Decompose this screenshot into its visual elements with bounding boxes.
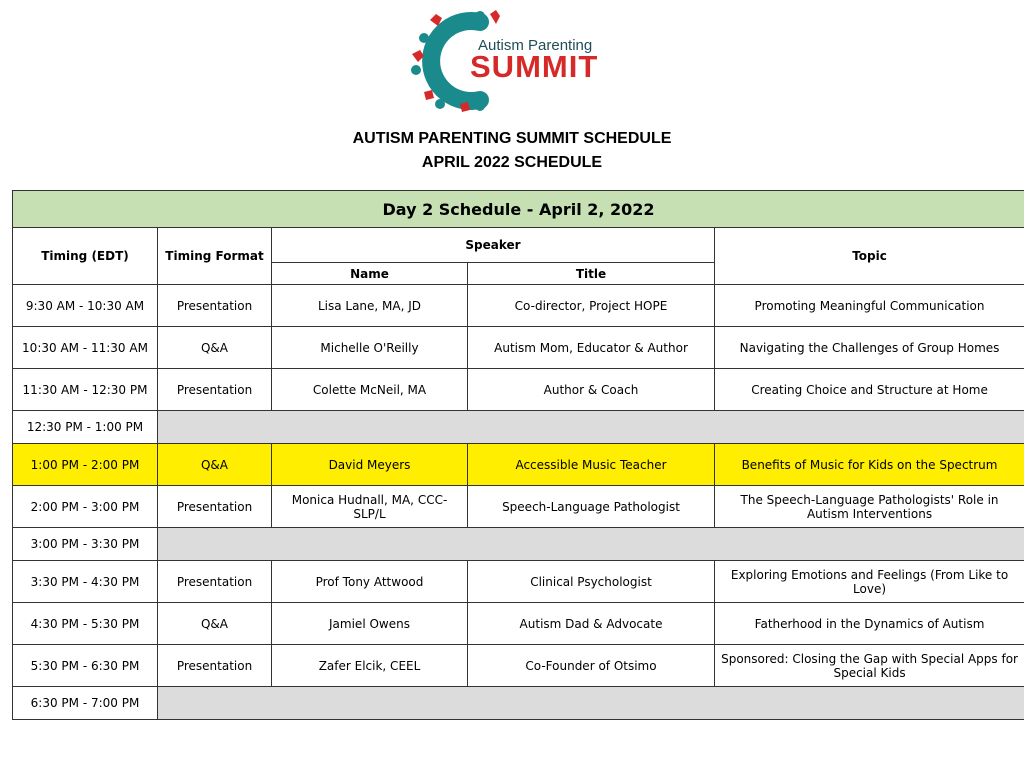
cell-topic: Navigating the Challenges of Group Homes [715, 327, 1024, 369]
break-cell [158, 687, 1024, 720]
schedule-table [12, 190, 1024, 720]
page-subtitle: APRIL 2022 SCHEDULE [421, 154, 603, 171]
table-row [13, 486, 1024, 528]
cell-name: Lisa Lane, MA, JD [272, 285, 468, 327]
page-title: AUTISM PARENTING SUMMIT SCHEDULE [352, 130, 672, 147]
cell-format: Presentation [158, 369, 272, 411]
cell-time: 1:00 PM - 2:00 PM [13, 444, 158, 486]
cell-topic: Sponsored: Closing the Gap with Special Apps for Special Kids [715, 645, 1024, 687]
header-topic: Topic [715, 228, 1024, 285]
cell-format: Q&A [158, 327, 272, 369]
cell-time: 11:30 AM - 12:30 PM [13, 369, 158, 411]
cell-title: Autism Dad & Advocate [468, 603, 715, 645]
cell-time: 4:30 PM - 5:30 PM [13, 603, 158, 645]
cell-time: 12:30 PM - 1:00 PM [13, 411, 158, 444]
cell-topic: Creating Choice and Structure at Home [715, 369, 1024, 411]
break-cell [158, 528, 1024, 561]
logo-line1: Autism Parenting [478, 37, 593, 54]
break-row [13, 528, 1024, 561]
cell-title: Accessible Music Teacher [468, 444, 715, 486]
cell-title: Speech-Language Pathologist [468, 486, 715, 528]
cell-time: 2:00 PM - 3:00 PM [13, 486, 158, 528]
cell-format: Q&A [158, 603, 272, 645]
cell-time: 5:30 PM - 6:30 PM [13, 645, 158, 687]
break-row [13, 687, 1024, 720]
cell-name: David Meyers [272, 444, 468, 486]
cell-format: Presentation [158, 645, 272, 687]
cell-topic: Benefits of Music for Kids on the Spectrum [715, 444, 1024, 486]
cell-time: 10:30 AM - 11:30 AM [13, 327, 158, 369]
summit-logo [410, 8, 610, 112]
header-timing: Timing (EDT) [13, 228, 158, 285]
cell-title: Author & Coach [468, 369, 715, 411]
cell-name: Zafer Elcik, CEEL [272, 645, 468, 687]
break-cell [158, 411, 1024, 444]
cell-name: Prof Tony Attwood [272, 561, 468, 603]
table-row [13, 327, 1024, 369]
cell-topic: The Speech-Language Pathologists' Role in Autism Interventions [715, 486, 1024, 528]
cell-title: Autism Mom, Educator & Author [468, 327, 715, 369]
cell-topic: Fatherhood in the Dynamics of Autism [715, 603, 1024, 645]
cell-topic: Exploring Emotions and Feelings (From Like to Love) [715, 561, 1024, 603]
cell-title: Co-director, Project HOPE [468, 285, 715, 327]
header-title: Title [468, 263, 715, 285]
cell-name: Monica Hudnall, MA, CCC-SLP/L [272, 486, 468, 528]
cell-format: Presentation [158, 561, 272, 603]
table-row [13, 603, 1024, 645]
cell-time: 3:00 PM - 3:30 PM [13, 528, 158, 561]
day-title: Day 2 Schedule - April 2, 2022 [13, 191, 1024, 228]
table-row [13, 561, 1024, 603]
header-format: Timing Format [158, 228, 272, 285]
cell-time: 9:30 AM - 10:30 AM [13, 285, 158, 327]
header-name: Name [272, 263, 468, 285]
cell-topic: Promoting Meaningful Communication [715, 285, 1024, 327]
cell-format: Presentation [158, 486, 272, 528]
cell-time: 6:30 PM - 7:00 PM [13, 687, 158, 720]
table-row [13, 285, 1024, 327]
header-speaker: Speaker [272, 228, 715, 263]
highlighted-row [13, 444, 1024, 486]
table-row [13, 645, 1024, 687]
break-row [13, 411, 1024, 444]
logo-line2: SUMMIT [470, 49, 599, 84]
cell-name: Michelle O'Reilly [272, 327, 468, 369]
cell-time: 3:30 PM - 4:30 PM [13, 561, 158, 603]
cell-title: Co-Founder of Otsimo [468, 645, 715, 687]
cell-name: Jamiel Owens [272, 603, 468, 645]
cell-name: Colette McNeil, MA [272, 369, 468, 411]
cell-title: Clinical Psychologist [468, 561, 715, 603]
cell-format: Q&A [158, 444, 272, 486]
cell-format: Presentation [158, 285, 272, 327]
table-row [13, 369, 1024, 411]
